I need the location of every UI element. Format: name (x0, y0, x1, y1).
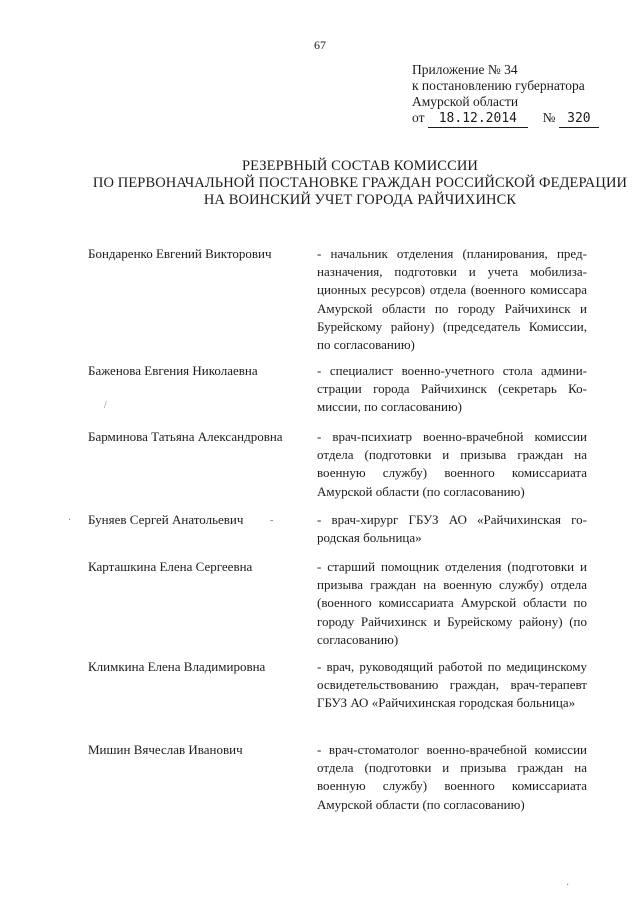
appendix-title: Приложение № 34 (412, 62, 518, 77)
scan-dot-bottom: · (566, 880, 570, 891)
title-line-1: РЕЗЕРВНЫЙ СОСТАВ КОМИССИИ (242, 158, 478, 174)
document-title (60, 158, 640, 209)
scan-mark: / (104, 400, 107, 411)
member-role: - старший помощник отделения (подготовки и призыва граждан на военную службу) отдела (военного комиссариата Амурской области по городу Райчихинск и Бурейскому району) (по согласованию) (317, 559, 587, 647)
member-name: Барминова Татьяна Александровна (88, 429, 283, 444)
member-name: Бондаренко Евгений Викторович (88, 246, 272, 261)
member-name: Карташкина Елена Сергеевна (88, 559, 253, 574)
title-line-3: НА ВОИНСКИЙ УЧЕТ ГОРОДА РАЙЧИХИНСК (203, 192, 517, 208)
appendix-date: 18.12.2014 (428, 111, 528, 128)
appendix-number: 320 (559, 111, 599, 128)
page-number: 67 (314, 38, 326, 52)
number-prefix: № (542, 110, 556, 125)
appendix-region: Амурской области (412, 94, 519, 109)
scan-dash: - (270, 515, 274, 526)
member-role: - врач, руководящий работой по медицинскому освидетельствованию граждан, врач-терапевт ГБУЗ АО «Райчихинская городская больница» (317, 659, 587, 711)
member-name: Мишин Вячеслав Иванович (88, 742, 243, 757)
member-name: Буняев Сергей Анатольевич (88, 512, 244, 527)
appendix-block (412, 62, 632, 128)
member-role: - начальник отделения (планирования, предназначения, подготовки и учета мобилизационных ресурсов) отдела (военного комиссара Амурской области по городу Райчихинск и Бурейскому району) (председатель Комиссии, по согласованию) (317, 246, 587, 353)
member-role: - врач-стоматолог военно-врачебной комиссии отдела (подготовки и призыва граждан на военную службу) военного комиссариата Амурской области (по согласованию) (317, 742, 587, 812)
member-name: Баженова Евгения Николаевна (88, 363, 258, 378)
member-role: - врач-психиатр военно-врачебной комиссии отдела (подготовки и призыва граждан на военную службу) военного комиссариата Амурской области (по согласованию) (317, 429, 587, 499)
scan-dot: · (68, 515, 72, 526)
title-line-2: ПО ПЕРВОНАЧАЛЬНОЙ ПОСТАНОВКЕ ГРАЖДАН РОССИЙСКОЙ ФЕДЕРАЦИИ (92, 175, 628, 191)
appendix-ref: к постановлению губернатора (412, 78, 585, 93)
member-role: - специалист военно-учетного стола администрации города Райчихинск (секретарь Комиссии, по согласованию) (317, 363, 587, 415)
date-prefix: от (412, 110, 425, 125)
member-name: Климкина Елена Владимировна (88, 659, 266, 674)
member-role: - врач-хирург ГБУЗ АО «Райчихинская городская больница» (317, 512, 587, 546)
appendix-date-line (412, 110, 632, 128)
